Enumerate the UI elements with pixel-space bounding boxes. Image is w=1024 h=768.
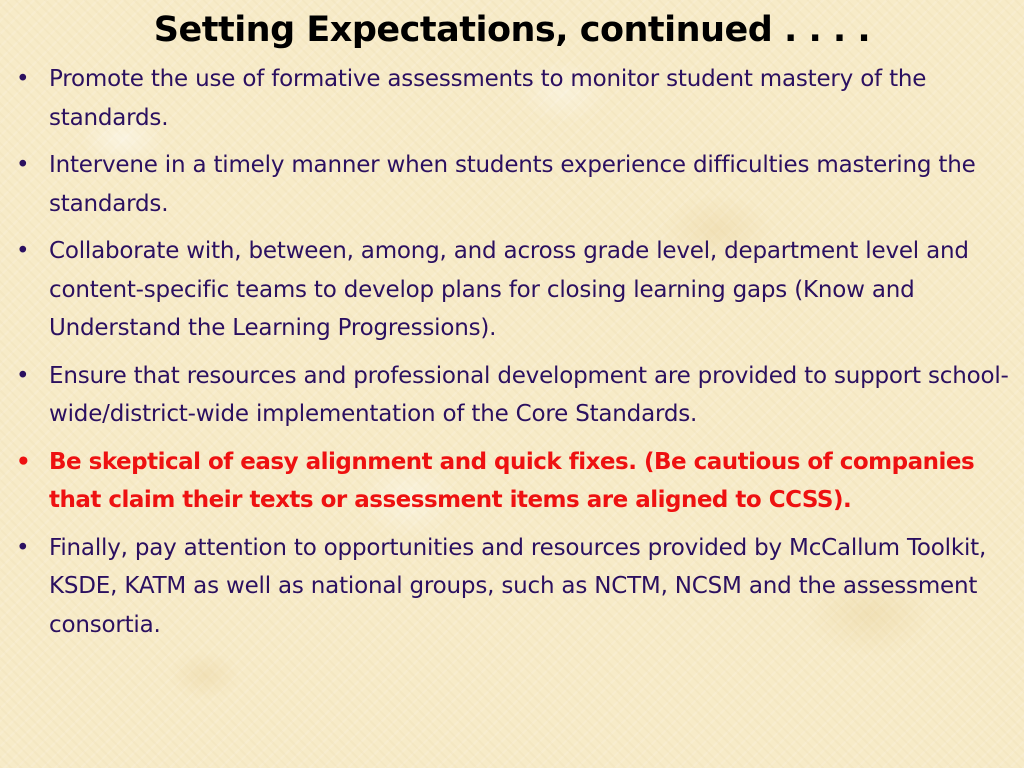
bullet-list (16, 60, 1016, 653)
bullet-dot-icon: • (16, 152, 30, 178)
bullet-item-1 (16, 60, 1016, 137)
bullet-item-4 (16, 357, 1016, 434)
bullet-text: Finally, pay attention to opportunities and resources provided by McCallum Toolkit, KSDE, KATM as well as national groups, such as NCTM, NCSM and the assessment consortia. (49, 534, 987, 638)
bullet-text: Intervene in a timely manner when students experience difficulties mastering the standards. (49, 152, 976, 217)
bullet-dot-icon: • (16, 238, 30, 264)
bullet-dot-icon: • (16, 448, 31, 475)
bullet-item-2 (16, 146, 1016, 223)
bullet-dot-icon: • (16, 66, 30, 92)
bullet-dot-icon: • (16, 534, 30, 561)
slide-title: Setting Expectations, continued . . . . (153, 10, 871, 50)
bullet-text: Ensure that resources and professional development are provided to support school-wide/district-wide implementation of the Core Standards. (49, 362, 1009, 427)
bullet-item-5-emphasis (16, 443, 1016, 520)
bullet-item-3 (16, 232, 1016, 348)
bullet-dot-icon: • (16, 362, 30, 389)
bullet-text: Promote the use of formative assessments to monitor student mastery of the standards. (49, 66, 927, 131)
bullet-text: Be skeptical of easy alignment and quick fixes. (Be cautious of companies that claim their texts or assessment items are aligned to CCSS). (49, 448, 975, 513)
bullet-text: Collaborate with, between, among, and across grade level, department level and content-specific teams to develop plans for closing learning gaps (Know and Understand the Learning Progressions). (49, 238, 969, 341)
bullet-item-6 (16, 529, 1016, 645)
